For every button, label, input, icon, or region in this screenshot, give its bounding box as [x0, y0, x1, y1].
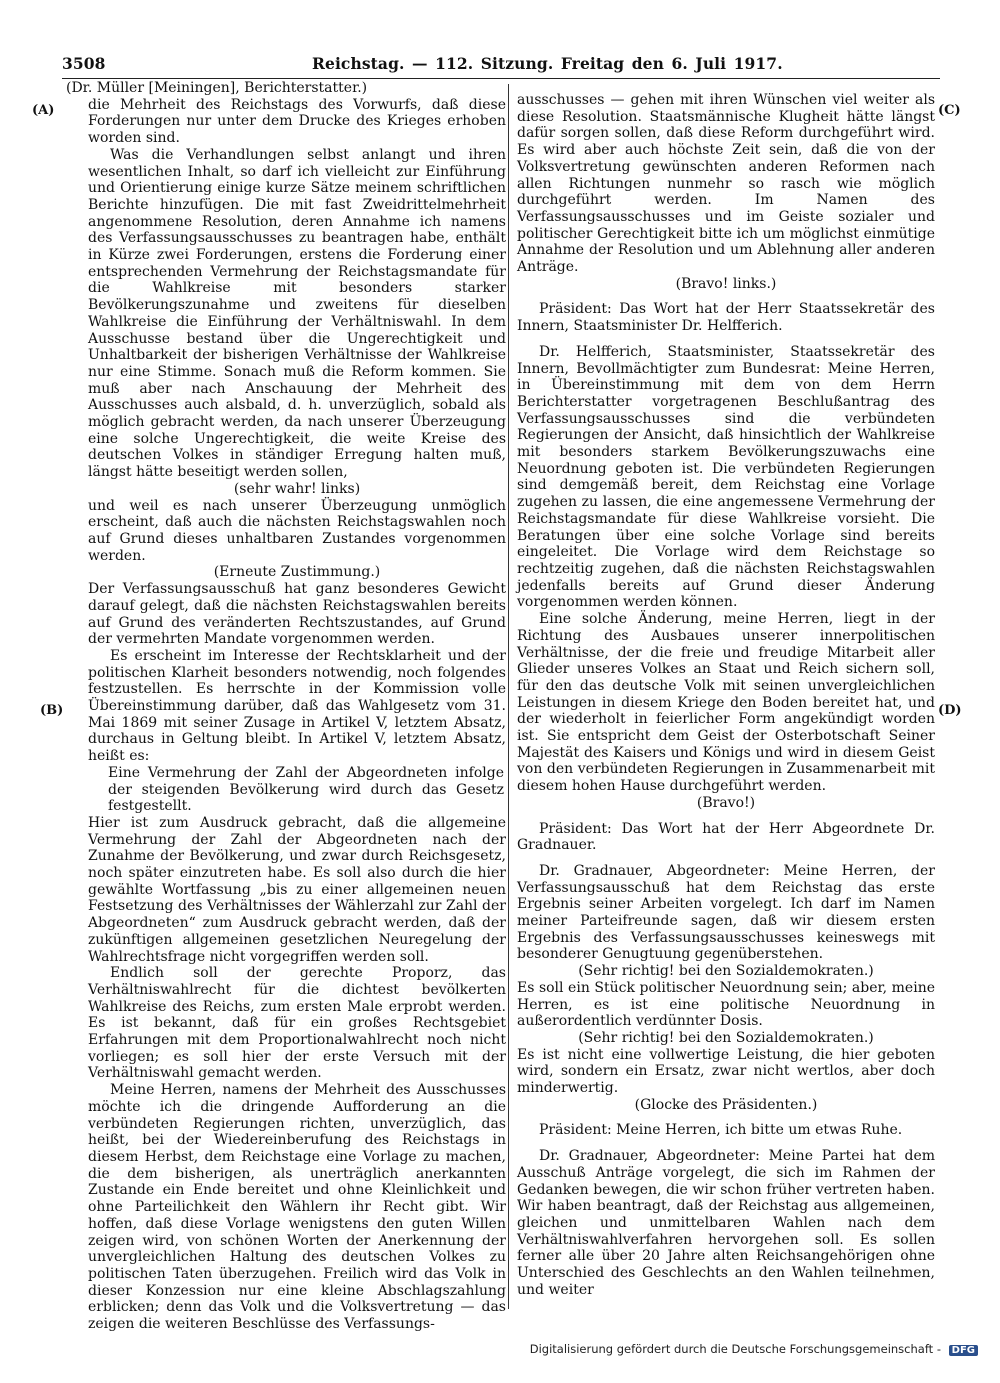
page-number: 3508 [62, 54, 106, 73]
paragraph: Hier ist zum Ausdruck gebracht, daß die allgemeine Vermehrung der Zahl der Abgeordneten nach der Zunahme der Bevölkerung, und zwar durch Reichsgesetz, noch später einzutreten habe. Es soll also durch die hier gewählte Wortfassung „bis zu einer allgemeinen neuen Festsetzung des Verhältnisses der Wählerzahl zur Zahl der Abgeordneten“ zum Ausdruck gebracht werden, daß der zukünftigen allgemeinen gesetzlichen Neuregelung der Wahlrechtsfrage nicht vorgegriffen werden soll. [88, 814, 506, 965]
paragraph: Es soll ein Stück politischer Neuordnung sein; aber, meine Herren, es ist eine politische Neuordnung in außerordentlich verdünnter Dosis. [517, 979, 935, 1030]
speaker-paragraph: Dr. Helfferich, Staatsminister, Staatssekretär des Innern, Bevollmächtigter zum Bundesrat: Meine Herren, in Übereinstimmung mit dem von dem Herrn Berichterstatter vorgetragenen Beschlußantrag des Verfassungsausschusses sind die verbündeten Regierungen der Ansicht, daß hinsichtlich der Wahlkreise mit besonders starkem Bevölkerungszuwachs eine Neuordnung geboten ist. Die verbündeten Regierungen sind demgemäß bereit, dem Reichstag eine Vorlage zugehen zu lassen, die eine angemessene Vermehrung der Reichstagsmandate für diese Wahlkreise vorsieht. Die Beratungen über eine solche Vorlage sind bereits eingeleitet. Die Vorlage wird dem Reichstage so rechtzeitig zugehen, daß die nächsten Reichstagswahlen jedenfalls bereits auf Grund dieser Änderung vorgenommen werden können. [517, 343, 935, 611]
margin-mark-c: (C) [938, 103, 961, 118]
paragraph: Der Verfassungsausschuß hat ganz besonderes Gewicht darauf gelegt, daß die nächsten Reichstagswahlen bereits auf Grund des veränderten Rechtszustandes, auf Grund der vermehrten Mandate vorgenommen werden. [88, 581, 506, 648]
paragraph: Es erscheint im Interesse der Rechtsklarheit und der politischen Klarheit besonders notwendig, noch folgendes festzustellen. Es herrschte in der Kommission volle Übereinstimmung darüber, daß das Wahlgesetz vom 31. Mai 1869 mit seiner Zusage in Artikel V, letztem Absatz, durchaus in Geltung bleibt. In Artikel V, letztem Absatz, heißt es: [88, 647, 506, 765]
interjection: (Sehr richtig! bei den Sozialdemokraten.) [578, 1029, 874, 1046]
speaker-paragraph: Dr. Gradnauer, Abgeordneter: Meine Herren, der Verfassungsausschuß hat dem Reichstag das erste Ergebnis seiner Arbeiten vorgelegt. Ich darf im Namen meiner Parteifreunde sagen, daß wir diesem ersten Ergebnis des Verfassungsausschusses keineswegs mit besonderer Genugtuung gegenüberstehen. [517, 862, 935, 963]
column-divider [508, 84, 509, 1309]
paragraph: Eine solche Änderung, meine Herren, liegt in der Richtung des Ausbaues unserer innerpolitischen Verhältnisse, der die freie und freudige Mitarbeit aller Glieder unseres Volkes an Staat und Reich sichern soll, für den das deutsche Volk mit seinen unvergleichlichen Leistungen in diesem Kriege den Boden bereitet hat, und der wiederholt in feierlicher Form angekündigt worden ist. Sie entspricht dem Geist der Osterbotschaft Seiner Majestät des Kaisers und Königs und wird in diesem Geist von den verbündeten Regierungen in Zusammenarbeit mit diesem hohen Hause durchgeführt werden. [517, 611, 935, 795]
speaker-note: (Dr. Müller [Meiningen], Berichterstatter.) [66, 80, 368, 96]
interjection: (Erneute Zustimmung.) [213, 564, 381, 581]
footer-text: Digitalisierung gefördert durch die Deutsche Forschungsgemeinschaft - [529, 1342, 941, 1356]
speaker-paragraph: Dr. Gradnauer, Abgeordneter: Meine Partei hat dem Ausschuß Anträge vorgelegt, die sich im Rahmen der Gedanken bewegen, die wir schon früher vertreten haben. Wir haben beantragt, daß der Reichstag aus allgemeinen, gleichen und unmittelbaren Wahlen nach dem Verhältniswahlverfahren hervorgehen soll. Es sollen ferner alle über 20 Jahre alten Reichsangehörigen ohne Unterschied des Geschlechts an den Wahlen teilnehmen, und weiter [517, 1148, 935, 1298]
paragraph: Es ist nicht eine vollwertige Leistung, die hier geboten wird, sondern ein Ersatz, zwar nicht wertlos, aber doch minderwertig. [517, 1046, 935, 1097]
page-header [62, 54, 942, 78]
left-column [66, 80, 506, 1333]
header-rule [62, 78, 940, 79]
paragraph: Was die Verhandlungen selbst anlangt und ihren wesentlichen Inhalt, so darf ich vielleicht zur Einführung und Orientierung einige kurze Sätze meinem schriftlichen Berichte hinzufügen. Die mit fast Zweidrittelmehrheit angenommene Resolution, deren Annahme ich namens des Verfassungsausschusses zu beantragen habe, enthält in Kürze zwei Forderungen, erstens die Forderung einer entsprechenden Vermehrung der Reichstagsmandate für die Wahlkreise mit besonders starker Bevölkerungszunahme und zweitens für dieselben Wahlkreise die Einführung der Verhältniswahl. In dem Ausschusse bestand über die Ungerechtigkeit und Unhaltbarkeit der bisherigen Verhältnisse der Wahlkreise nur eine Stimme. Sonach muß die Reform kommen. Sie muß aber nach Anschauung der Mehrheit des Ausschusses auch alsbald, d. h. unverzüglich, sobald als möglich gebracht werden, da nach unserer Überzeugung eine solche Ungerechtigkeit, die weite Kreise des deutschen Volkes in ständiger Erregung halten muß, längst hätte beseitigt werden sollen, [88, 146, 506, 481]
speaker-paragraph: Präsident: Das Wort hat der Herr Staatssekretär des Innern, Staatsminister Dr. Helfferich. [517, 301, 935, 335]
paragraph: Endlich soll der gerechte Proporz, das Verhältniswahlrecht für die dichtest bevölkerten Wahlkreise des Reichs, zum ersten Male erprobt werden. Es ist bekannt, daß für ein großes Rechtsgebiet Erfahrungen mit dem Proportionalwahlrecht noch nicht vorliegen; es soll hier der erste Versuch mit der Verhältniswahl gemacht werden. [88, 965, 506, 1082]
speaker-paragraph: Präsident: Das Wort hat der Herr Abgeordnete Dr. Gradnauer. [517, 820, 935, 854]
paragraph: die Mehrheit des Reichstags des Vorwurfs, daß diese Forderungen nur unter dem Drucke des Krieges erhoben worden sind. [88, 96, 506, 147]
margin-mark-a: (A) [32, 103, 55, 118]
right-column [517, 92, 935, 1299]
paragraph: Meine Herren, namens der Mehrheit des Ausschusses möchte ich die dringende Aufforderung an die verbündeten Regierungen richten, unverzüglich, das heißt, bei der Wiedereinberufung des Reichstags in diesem Herbst, dem Reichstage eine Vorlage zu machen, die dem bisherigen, als unerträglich anerkannten Zustande ein Ende bereitet und ohne Kleinlichkeit und ohne Parteilichkeit den Wählern ihr Recht gibt. Wir hoffen, daß diese Vorlage wenigstens den guten Willen zeigen wird, von schönen Worten der Anerkennung der unvergleichlichen Haltung des deutschen Volkes zu politischen Taten überzugehen. Freilich wird das Volk in dieser Konzession nur eine kleine Abschlagszahlung erblicken; denn das Volk und die Volksvertretung — das zeigen die weiteren Beschlüsse des Verfassungs- [88, 1082, 506, 1333]
margin-mark-b: (B) [40, 703, 64, 718]
interjection: (Sehr richtig! bei den Sozialdemokraten.) [578, 963, 874, 980]
quotation: Eine Vermehrung der Zahl der Abgeordneten infolge der steigenden Bevölkerung wird durch das Gesetz festgestellt. [108, 764, 504, 815]
running-title: Reichstag. — 112. Sitzung. Freitag den 6. Juli 1917. [312, 54, 783, 73]
interjection: (sehr wahr! links) [233, 480, 361, 497]
interjection: (Bravo! links.) [675, 275, 777, 292]
interjection: (Glocke des Präsidenten.) [634, 1096, 818, 1113]
speaker-paragraph: Präsident: Meine Herren, ich bitte um etwas Ruhe. [539, 1122, 903, 1139]
paragraph: ausschusses — gehen mit ihren Wünschen viel weiter als diese Resolution. Staatsmännische Klugheit hätte längst dafür sorgen sollen, daß diese Reform durchgeführt wird. Es wird aber auch höchste Zeit sein, daß die von der Volksvertretung gewünschten anderen Reformen nach allen Richtungen nunmehr so rasch wie möglich durchgeführt werden. Im Namen des Verfassungsausschusses und im Geiste sozialer und politischer Gerechtigkeit bitte ich um möglichst einmütige Annahme der Resolution und um Ablehnung aller anderen Anträge. [517, 92, 935, 276]
digitization-footer [530, 1342, 978, 1356]
paragraph: und weil es nach unserer Überzeugung unmöglich erscheint, daß auch die nächsten Reichstagswahlen noch auf Grund dieses unhaltbaren Zustandes vorgenommen werden. [88, 497, 506, 564]
margin-mark-d: (D) [938, 703, 962, 718]
dfg-logo: DFG [949, 1345, 978, 1356]
interjection: (Bravo!) [696, 794, 756, 811]
